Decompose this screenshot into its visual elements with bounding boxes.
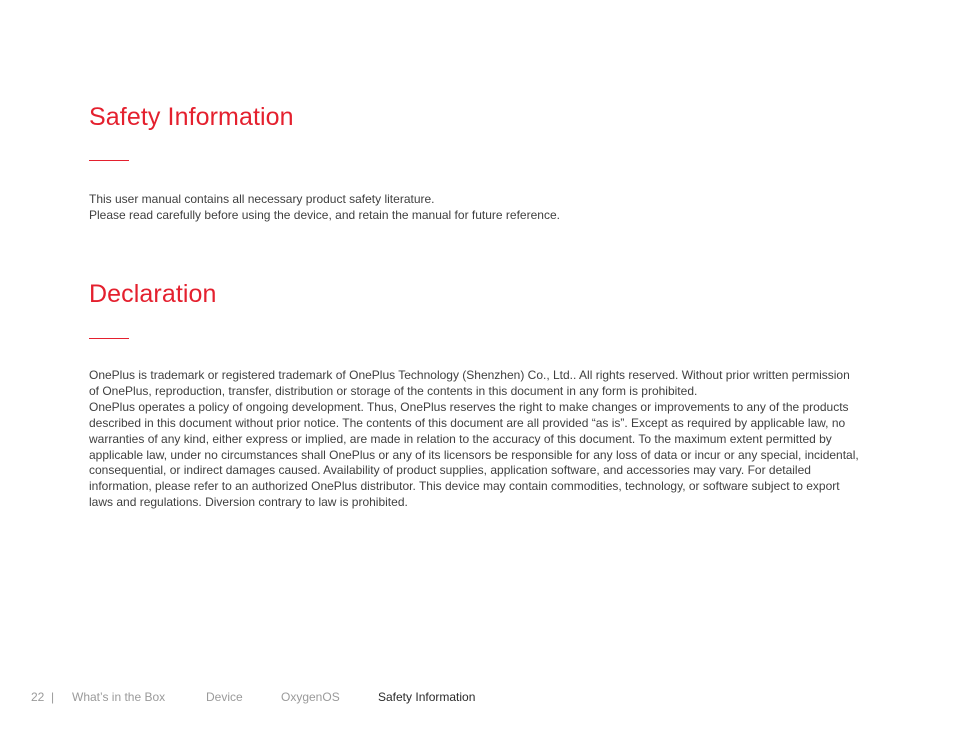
page-number: 22 — [31, 690, 45, 704]
title-underline-divider — [89, 160, 129, 161]
paragraph: Please read carefully before using the device, and retain the manual for future reference. — [89, 207, 560, 222]
paragraph: OnePlus operates a policy of ongoing development. Thus, OnePlus reserves the right to make changes or improvements to any of the products described in this document without prior notice. The contents of this document are all provided “as is”. Except as required by applicable law, no warranties of any kind, either express or implied, are made in relation to the accuracy of this document. To the maximum extent permitted by applicable law, under no circumstances shall OnePlus or any of its licensors be responsible for any loss of data or incur or any special, incidental, consequential, or indirect damages caused. Availability of product supplies, application software, and accessories may vary. For detailed information, please refer to an authorized OnePlus distributor. This device may contain commodities, technology, or software subject to export laws and regulations. Diversion contrary to law is prohibited. — [89, 399, 859, 510]
section-title-safety-information: Safety Information — [89, 103, 294, 131]
paragraph: OnePlus is trademark or registered trademark of OnePlus Technology (Shenzhen) Co., Ltd.. All rights reserved. Without prior written permission of OnePlus, reproduction, transfer, distribution or storage of the contents in this document in any form is prohibited. — [89, 368, 850, 398]
footer-nav-oxygenos[interactable]: OxygenOS — [281, 690, 340, 704]
title-underline-divider — [89, 338, 129, 339]
section-title-declaration: Declaration — [89, 280, 217, 308]
declaration-text — [89, 368, 859, 511]
footer-nav-whats-in-the-box[interactable]: What’s in the Box — [72, 690, 166, 704]
safety-information-text — [89, 192, 859, 224]
footer-nav-device[interactable]: Device — [206, 690, 243, 704]
footer-nav-safety-information[interactable]: Safety Information — [378, 690, 476, 704]
footer-separator: | — [51, 690, 55, 704]
paragraph: This user manual contains all necessary product safety literature. — [89, 192, 435, 206]
